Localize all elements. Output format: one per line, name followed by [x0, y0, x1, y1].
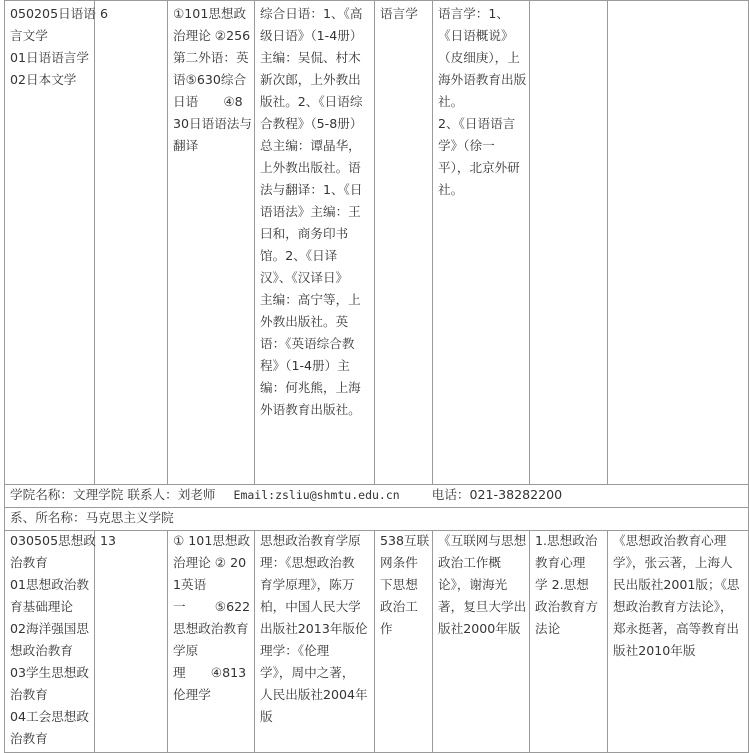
exam-subjects-cell	[173, 530, 250, 706]
references-cell	[260, 3, 362, 421]
cell-line: 平），北京外研	[438, 160, 520, 175]
cell-line: 论》，谢海光	[438, 577, 508, 592]
cell-line: 出版社2013年版伦	[260, 621, 368, 636]
table-rule	[432, 0, 433, 484]
cell-line: 02海洋强国思	[10, 621, 89, 636]
cell-line: 馆。2、《日译	[260, 248, 338, 263]
cell-line: 想政治教育	[10, 643, 73, 658]
cell-line: 作	[380, 621, 393, 636]
table-rule	[374, 530, 375, 753]
cell-line: 社。	[438, 182, 464, 197]
cell-line: 治教育	[10, 731, 48, 746]
cell-line: 03学生思想政	[10, 665, 89, 680]
major-cell	[10, 530, 96, 750]
cell-line: 政治工	[380, 599, 418, 614]
table-rule	[529, 0, 530, 484]
cell-line: 外语教育出版社。	[260, 402, 361, 417]
cell-line: 思想政治教育学原	[260, 533, 361, 548]
college-email: Email:zsliu@shmtu.edu.cn	[233, 488, 400, 502]
cell-line: 语：《英语综合教	[260, 336, 355, 351]
cell-line: 合教程》（5-8册）	[260, 116, 363, 131]
cell-line: 学 2.思想	[535, 577, 589, 592]
cell-line: 育基础理论	[10, 599, 73, 614]
table-rule	[4, 0, 749, 1]
table-rule	[254, 0, 255, 484]
table-rule	[607, 530, 608, 753]
cell-line: 上外教出版社。语	[260, 160, 361, 175]
cell-line: 编：何兆熊，上海	[260, 380, 361, 395]
cell-line: 学》（徐一	[438, 138, 495, 153]
cell-line: 学》，张云著，上海人	[613, 555, 733, 570]
cell-line: 政治工作概	[438, 555, 501, 570]
cell-line: 外教出版社。英	[260, 314, 349, 329]
cell-line: 版社2000年版	[438, 621, 521, 636]
cell-line: 程》（1-4册）主	[260, 358, 350, 373]
major-cell	[10, 3, 96, 91]
department-line: 系、所名称：马克思主义学院	[10, 510, 174, 525]
cell-line: 《互联网与思想	[438, 533, 527, 548]
cell-line: 《日语概说》	[438, 28, 514, 43]
cell-line: 02日本文学	[10, 72, 77, 87]
cell-line: 理：《思想政治教	[260, 555, 355, 570]
cell-line: 第二外语：英	[173, 50, 249, 65]
cell-line: 主编：高宁等，上	[260, 292, 361, 307]
cell-line: 版社。2、《日语综	[260, 94, 363, 109]
cell-line: 思想政治教育	[173, 621, 249, 636]
cell-line: 级日语》（1-4册）	[260, 28, 363, 43]
cell-line: 01思想政治教	[10, 577, 89, 592]
cell-line: 法与翻译：1、《日	[260, 182, 363, 197]
cell-line: 日语 ④8	[173, 94, 243, 109]
table-rule	[607, 0, 608, 484]
table-rule	[254, 530, 255, 753]
enrollment-cell: 13	[100, 533, 117, 548]
college-info-line	[10, 484, 562, 506]
cell-line: 新次郎，上外教出	[260, 72, 361, 87]
cell-line: 版	[260, 709, 273, 724]
cell-line: 教育心理	[535, 555, 586, 570]
table-rule	[374, 0, 375, 484]
extra-references-cell	[613, 530, 740, 662]
cell-line: 人民出版社2004年	[260, 687, 368, 702]
cell-line: （皮细庚），上	[438, 50, 520, 65]
cell-line: 下思想	[380, 577, 418, 592]
cell-line: ① 101思想政	[173, 533, 251, 548]
cell-line: ①101思想政	[173, 6, 247, 21]
references-cell	[260, 530, 368, 728]
enrollment-cell: 6	[100, 6, 109, 21]
cell-line: 政治教育方	[535, 599, 598, 614]
cell-line: 30日语语法与	[173, 116, 252, 131]
cell-line: 050205日语语	[10, 6, 96, 21]
cell-line: 总主编：谭晶华，	[260, 138, 361, 153]
cell-line: 法论	[535, 621, 561, 636]
cell-line: 伦理学	[173, 687, 211, 702]
table-rule	[4, 0, 5, 753]
retest-references-cell	[438, 3, 526, 201]
cell-line: 《思想政治教育心理	[613, 533, 727, 548]
cell-line: 版社2010年版	[613, 643, 696, 658]
cell-line: 治教育	[10, 687, 48, 702]
cell-line: 汉》、《汉译日》	[260, 270, 349, 285]
cell-line: 01日语语言学	[10, 50, 89, 65]
cell-line: 综合日语：1、《高	[260, 6, 363, 21]
cell-line: 想政治教育方法论》，	[613, 599, 733, 614]
cell-line: 1英语	[173, 577, 207, 592]
cell-line: 治理论 ② 20	[173, 555, 247, 570]
exam-subjects-cell	[173, 3, 252, 157]
table-rule	[167, 530, 168, 753]
cell-line: 言文学	[10, 28, 48, 43]
cell-line: 理学：《伦理	[260, 643, 330, 658]
college-phone: 电话：021-38282200	[431, 487, 563, 502]
cell-line: 柏，中国人民大学	[260, 599, 361, 614]
cell-line: 翻译	[173, 138, 199, 153]
retest-references-cell	[438, 530, 526, 640]
cell-line: 曰和，商务印书	[260, 226, 349, 241]
cell-line: 一 ⑤622	[173, 599, 251, 614]
extra-subjects-cell	[535, 530, 598, 640]
cell-line: 治教育	[10, 555, 48, 570]
cell-line: 治理论 ②256	[173, 28, 251, 43]
cell-line: 网条件	[380, 555, 418, 570]
cell-line: 2、《日语语言	[438, 116, 516, 131]
cell-line: 民出版社2001版；《思	[613, 577, 740, 592]
cell-line: 语语法》主编：王	[260, 204, 361, 219]
retest-subject-cell: 语言学	[380, 6, 418, 21]
cell-line: 海外语教育出版	[438, 72, 527, 87]
cell-line: 理 ④813	[173, 665, 247, 680]
cell-line: 1.思想政治	[535, 533, 598, 548]
table-rule	[167, 0, 168, 484]
cell-line: 语言学：1、	[438, 6, 509, 21]
cell-line: 社。	[438, 94, 464, 109]
table-rule	[432, 530, 433, 753]
cell-line: 04工会思想政	[10, 709, 89, 724]
cell-line: 育学原理》，陈万	[260, 577, 355, 592]
cell-line: 学原	[173, 643, 199, 658]
college-contact: 学院名称：文理学院 联系人：刘老师	[10, 487, 216, 502]
cell-line: 郑永挺著，高等教育出	[613, 621, 739, 636]
cell-line: 538互联	[380, 533, 430, 548]
retest-subject-cell	[380, 530, 429, 640]
cell-line: 学》，周中之著，	[260, 665, 355, 680]
cell-line: 著，复旦大学出	[438, 599, 527, 614]
cell-line: 主编：吴侃、村木	[260, 50, 361, 65]
cell-line: 030505思想政	[10, 533, 96, 548]
table-rule	[529, 530, 530, 753]
cell-line: 语⑤630综合	[173, 72, 247, 87]
